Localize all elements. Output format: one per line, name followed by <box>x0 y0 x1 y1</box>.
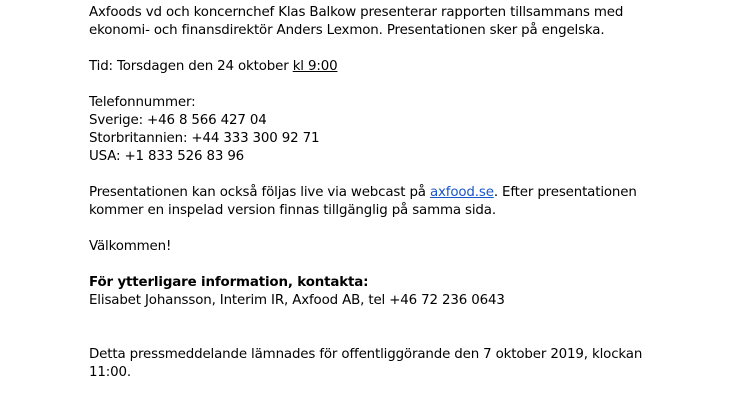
phone-number-uk: Storbritannien: +44 333 300 92 71 <box>89 131 320 146</box>
webcast-line-2: kommer en inspelad version finnas tillgänglig på samma sida. <box>89 203 496 218</box>
phone-number-usa: USA: +1 833 526 83 96 <box>89 149 245 164</box>
footer-line-2: 11:00. <box>89 365 131 380</box>
intro-line-2: ekonomi- och finansdirektör Anders Lexmon. Presentationen sker på engelska. <box>89 23 605 38</box>
footer-paragraph <box>89 346 729 382</box>
phone-paragraph <box>89 94 729 166</box>
contact-details: Elisabet Johansson, Interim IR, Axfood AB, tel +46 72 236 0643 <box>89 293 505 308</box>
contact-paragraph <box>89 274 729 310</box>
webcast-line-1 <box>89 184 729 202</box>
intro-paragraph <box>89 4 729 40</box>
time-paragraph <box>89 58 729 76</box>
welcome-paragraph <box>89 238 729 256</box>
webcast-text-after: . Efter presentationen <box>493 185 637 200</box>
time-link[interactable]: kl 9:00 <box>292 59 338 74</box>
phone-heading: Telefonnummer: <box>89 95 196 110</box>
webcast-text-before: Presentationen kan också följas live via webcast på <box>89 185 430 200</box>
webcast-paragraph <box>89 184 729 220</box>
axfood-link[interactable]: axfood.se <box>429 185 494 200</box>
contact-heading: För ytterligare information, kontakta: <box>89 275 369 290</box>
footer-line-1: Detta pressmeddelande lämnades för offentliggörande den 7 oktober 2019, klockan <box>89 347 643 362</box>
phone-number-sweden: Sverige: +46 8 566 427 04 <box>89 113 267 128</box>
welcome-text: Välkommen! <box>89 239 172 254</box>
time-prefix: Tid: Torsdagen den 24 oktober <box>89 59 293 74</box>
time-line <box>89 58 729 76</box>
intro-line-1: Axfoods vd och koncernchef Klas Balkow presenterar rapporten tillsammans med <box>89 5 624 20</box>
press-release-body <box>89 4 729 400</box>
